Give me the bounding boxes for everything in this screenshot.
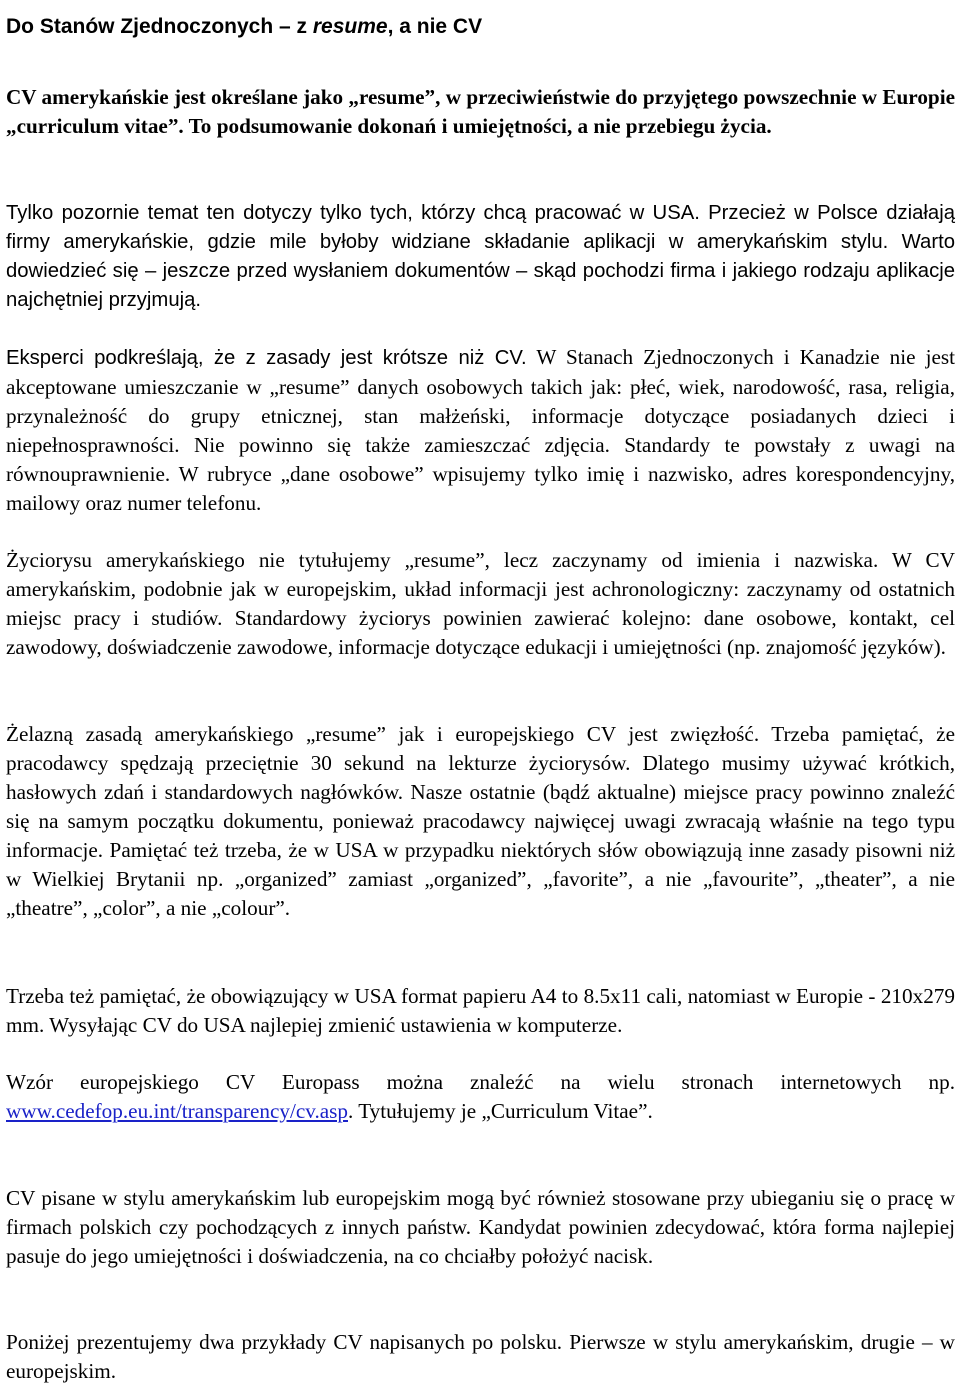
paragraph-europass	[6, 1068, 955, 1126]
eksperci-sentence: Eksperci podkreślają, że z zasady jest krótsze niż CV.	[6, 347, 527, 369]
intro-paragraph: CV amerykańskie jest określane jako „resume”, w przeciwieństwie do przyjętego powszechnie w Europie „curriculum vitae”. To podsumowanie dokonań i umiejętności, a nie przebiegu życia.	[6, 85, 955, 138]
page-title	[6, 14, 482, 40]
paragraph-pozornie: Tylko pozornie temat ten dotyczy tylko tych, którzy chcą pracować w USA. Przecież w Polsce działają firmy amerykańskie, gdzie mile byłoby widziane składanie aplikacji w amerykańskim stylu. Warto dowiedzieć się – jeszcze przed wysłaniem dokumentów – skąd pochodzi firma i jakiego rodzaju aplikacje najchętniej przyjmują.	[6, 202, 955, 311]
paragraph-zelazna: Żelazną zasadą amerykańskiego „resume” jak i europejskiego CV jest zwięzłość. Trzeba pamiętać, że pracodawcy spędzają przeciętnie 30 sekund na lekturze życiorysów. Dlatego musimy używać krótkich, hasłowych zdań i standardowych nagłówków. Nasze ostatnie (bądź aktualne) miejsce pracy powinno znaleźć się na samym początku dokumentu, ponieważ pracodawcy najwięcej uwagi zwracają właśnie na tego typu informacje. Pamiętać też trzeba, że w USA w przypadku niektórych słów obowiązują inne zasady pisowni niż w Wielkiej Brytanii np. „organized” zamiast „organized”, „favorite”, a nie „favourite”, „theater”, a nie „theatre”, „color”, a nie „colour”.	[6, 722, 955, 920]
title-part-2: , a nie CV	[387, 15, 483, 39]
title-part-1: Do Stanów Zjednoczonych – z	[6, 15, 313, 39]
paragraph-ponizej: Poniżej prezentujemy dwa przykłady CV napisanych po polsku. Pierwsze w stylu amerykańskim, drugie – w europejskim.	[6, 1330, 955, 1383]
stany-text: W Stanach Zjednoczonych i Kanadzie nie jest akceptowane umieszczanie w „resume” danych osobowych takich jak: płeć, wiek, narodowość, rasa, religia, przynależność do grupy etnicznej, stan małżeński, informacje dotyczące posiadanych dzieci i niepełnosprawności. Nie powinno się także zamieszczać zdjęcia. Standardy te powstały z uwagi na równouprawnienie. W rubryce „dane osobowe” wpisujemy tylko imię i nazwisko, adres korespondencyjny, mailowy oraz numer telefonu.	[6, 345, 956, 515]
paragraph-format-papieru: Trzeba też pamiętać, że obowiązujący w USA format papieru A4 to 8.5x11 cali, natomiast w Europie - 210x279 mm. Wysyłając CV do USA najlepiej zmienić ustawienia w komputerze.	[6, 984, 955, 1037]
europass-text-after: . Tytułujemy je „Curriculum Vitae”.	[348, 1099, 653, 1123]
europass-text: Wzór europejskiego CV Europass można znaleźć na wielu stronach internetowych np.	[6, 1070, 955, 1094]
paragraph-eksperci	[6, 343, 955, 518]
paragraph-zyciorysu: Życiorysu amerykańskiego nie tytułujemy „resume”, lecz zaczynamy od imienia i nazwiska. W CV amerykańskim, podobnie jak w europejskim, układ informacji jest achronologiczny: zaczynamy od ostatnich miejsc pracy i studiów. Standardowy życiorys powinien zawierać kolejno: dane osobowe, kontakt, cel zawodowy, doświadczenie zawodowe, informacje dotyczące edukacji i umiejętności (np. znajomość języków).	[6, 548, 955, 659]
paragraph-cv-pisane: CV pisane w stylu amerykańskim lub europejskim mogą być również stosowane przy ubieganiu się o pracę w firmach polskich czy pochodzących z innych państw. Kandydat powinien zdecydować, która forma najlepiej pasuje do jego umiejętności i doświadczenia, na co chciałby położyć nacisk.	[6, 1186, 955, 1268]
cedefop-link[interactable]: www.cedefop.eu.int/transparency/cv.asp	[6, 1099, 348, 1123]
title-italic-word: resume	[312, 15, 388, 39]
